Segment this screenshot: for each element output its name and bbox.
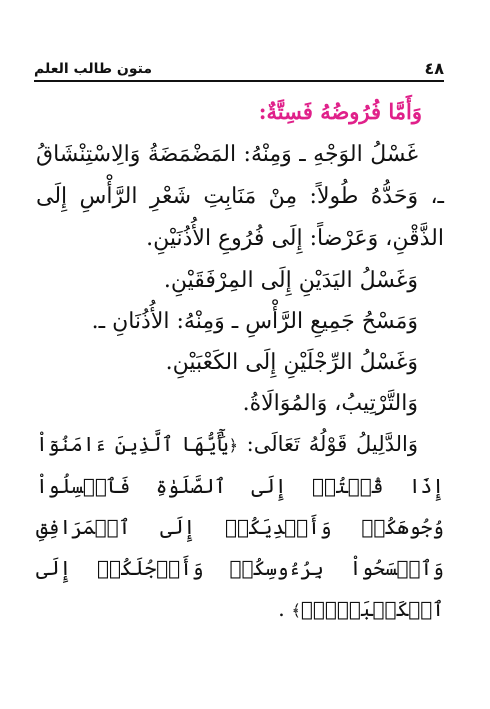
first-obligation-paragraph: غَسْلُ الوَجْهِ ـ وَمِنْهُ: المَضْمَضَةُ وَالِاسْتِنْشَاقُ ـ، وَحَدُّهُ طُولاً: مِنْ مَنَابِتِ شَعْرِ الرَّأْسِ إِلَى الذَّقْنِ، وَعَرْضاً: إِلَى فُرُوعِ الأُذُنَيْنِ. (36, 142, 444, 251)
verse-close-bracket: ﴾ (291, 601, 301, 620)
quran-verse: يَٰٓأَيُّهَا ٱلَّذِينَ ءَامَنُوٓاْ إِذَا قُمۡتُمۡ إِلَى ٱلصَّلَوٰةِ فَٱغۡسِلُواْ وُجُوهَكُمۡ وَأَيۡدِيَكُمۡ إِلَى ٱلۡمَرَافِقِ وَٱمۡسَحُواْ بِرُءُوسِكُمۡ وَأَرۡجُلَكُمۡ إِلَى ٱلۡكَعۡبَيۡنِۚ (36, 432, 444, 621)
running-header (34, 56, 444, 82)
evidence-paragraph (36, 424, 444, 631)
page-number: ٤٨ (424, 59, 444, 78)
page-content (36, 90, 444, 631)
list-item: وَغَسْلُ اليَدَيْنِ إِلَى المِرْفَقَيْنِ. (163, 268, 418, 293)
section-heading: وَأَمَّا فُرُوضُهُ فَسِتَّةٌ: (258, 99, 422, 124)
verse-open-bracket: ﴿ (228, 436, 238, 455)
end-mark: . (278, 597, 285, 621)
list-item: وَغَسْلُ الرِّجْلَيْنِ إِلَى الكَعْبَيْنِ. (165, 350, 418, 375)
book-title: متون طالب العلم (34, 61, 153, 77)
evidence-intro: وَالدَّلِيلُ قَوْلُهُ تَعَالَى: (246, 432, 418, 456)
list-item: وَمَسْحُ جَمِيعِ الرَّأْسِ ـ وَمِنْهُ: الأُذُنَانِ ـ. (91, 309, 418, 334)
list-item: وَالتَّرْتِيبُ، وَالمُوَالَاةُ. (242, 391, 418, 416)
